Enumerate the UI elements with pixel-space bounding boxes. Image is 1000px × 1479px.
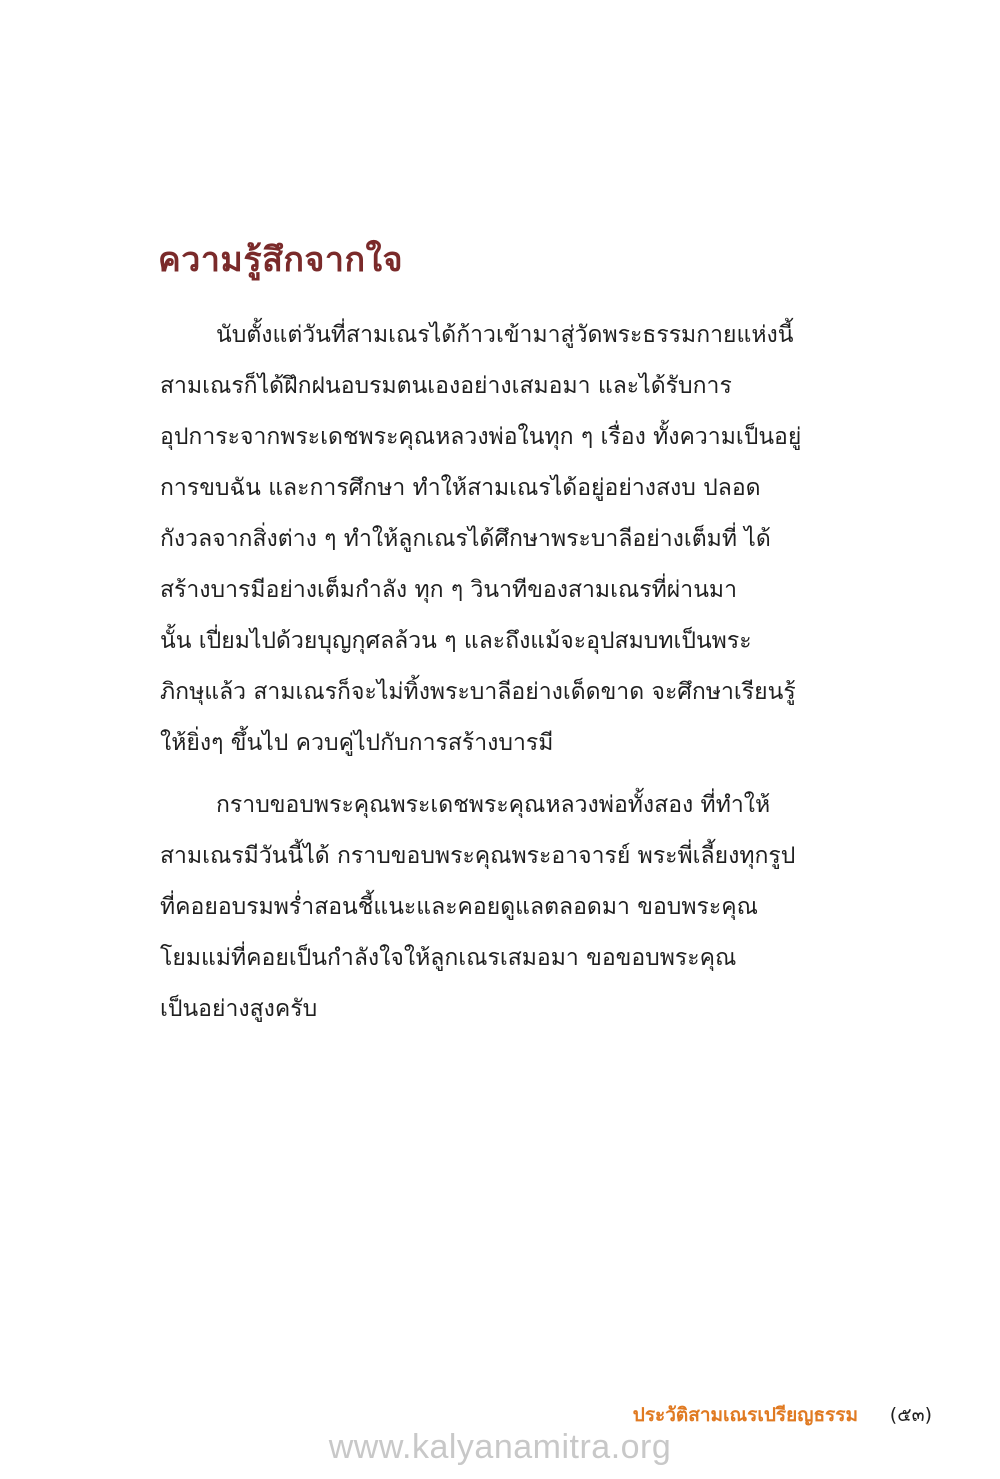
- paragraph-2: [160, 780, 860, 1035]
- paragraph-line: อุปการะจากพระเดชพระคุณหลวงพ่อในทุก ๆ เรื่อง ทั้งความเป็นอยู่: [160, 424, 802, 450]
- paragraph-line: ภิกษุแล้ว สามเณรก็จะไม่ทิ้งพระบาลีอย่างเด็ดขาด จะศึกษาเรียนรู้: [160, 679, 796, 705]
- paragraph-line: กราบขอบพระคุณพระเดชพระคุณหลวงพ่อทั้งสอง ที่ทำให้: [216, 792, 771, 818]
- watermark-url: www.kalyanamitra.org: [328, 1428, 672, 1466]
- paragraph-line: นั้น เปี่ยมไปด้วยบุญกุศลล้วน ๆ และถึงแม้จะอุปสมบทเป็นพระ: [160, 628, 752, 654]
- paragraph-1: [160, 310, 860, 769]
- footer-book-title: ประวัติสามเณรเปรียญธรรม: [632, 1404, 858, 1426]
- paragraph-line: การขบฉัน และการศึกษา ทำให้สามเณรได้อยู่อย่างสงบ ปลอด: [160, 475, 761, 501]
- page-number: (๕๓): [889, 1404, 932, 1426]
- page-title: ความรู้สึกจากใจ: [158, 240, 404, 280]
- paragraph-line: ให้ยิ่งๆ ขึ้นไป ควบคู่ไปกับการสร้างบารมี: [160, 730, 554, 756]
- paragraph-line: เป็นอย่างสูงครับ: [160, 996, 318, 1022]
- paragraph-line: สามเณรมีวันนี้ได้ กราบขอบพระคุณพระอาจารย์ พระพี่เลี้ยงทุกรูป: [160, 843, 796, 869]
- paragraph-line: กังวลจากสิ่งต่าง ๆ ทำให้ลูกเณรได้ศึกษาพระบาลีอย่างเต็มที่ ได้: [160, 526, 771, 552]
- paragraph-line: โยมแม่ที่คอยเป็นกำลังใจให้ลูกเณรเสมอมา ขอขอบพระคุณ: [160, 945, 737, 971]
- paragraph-line: สร้างบารมีอย่างเต็มกำลัง ทุก ๆ วินาทีของสามเณรที่ผ่านมา: [160, 577, 737, 603]
- paragraph-line: ที่คอยอบรมพร่ำสอนชี้แนะและคอยดูแลตลอดมา ขอบพระคุณ: [160, 894, 758, 920]
- paragraph-line: สามเณรก็ได้ฝึกฝนอบรมตนเองอย่างเสมอมา และได้รับการ: [160, 373, 732, 399]
- paragraph-line: นับตั้งแต่วันที่สามเณรได้ก้าวเข้ามาสู่วัดพระธรรมกายแห่งนี้: [216, 322, 794, 348]
